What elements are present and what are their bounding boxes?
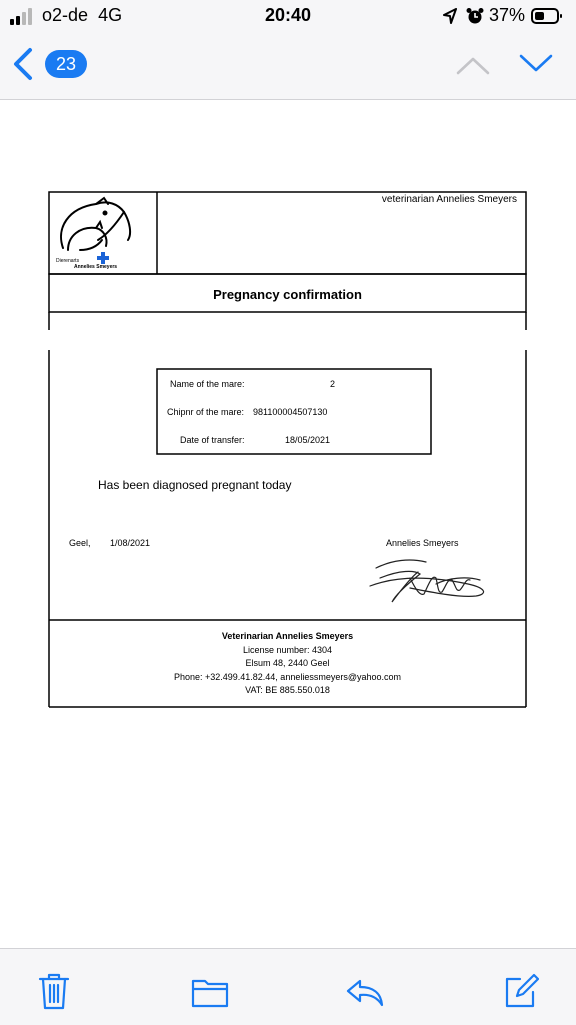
back-chevron-icon[interactable] (10, 46, 36, 82)
compose-icon[interactable] (503, 971, 539, 1011)
mare-name-label: Name of the mare: (170, 379, 245, 389)
transfer-date-label: Date of transfer: (180, 435, 245, 445)
folder-icon[interactable] (190, 971, 230, 1011)
carrier-name: o2-de (42, 5, 89, 25)
battery-icon (531, 8, 559, 24)
chip-number-value: 981100004507130 (253, 407, 328, 417)
reply-icon[interactable] (345, 971, 385, 1011)
footer-vat: VAT: BE 885.550.018 (245, 685, 330, 695)
network-type: 4G (98, 5, 123, 25)
document-footer (49, 630, 526, 698)
footer-contact: Phone: +32.499.41.82.44, anneliessmeyers@yahoo.com (173, 671, 402, 682)
chip-number-label: Chipnr of the mare: (167, 407, 245, 417)
signing-date: 1/08/2021 (110, 538, 151, 548)
chevron-down-icon[interactable] (518, 52, 554, 74)
mare-name-value: 2 (330, 379, 336, 389)
horse-logo-icon (61, 198, 130, 250)
signing-place: Geel, (69, 538, 91, 548)
document-preview (0, 100, 576, 948)
top-bars (0, 0, 576, 100)
battery-percentage: 37% (489, 5, 526, 25)
navigation-bar (0, 36, 576, 96)
message-count-badge[interactable]: 23 (45, 50, 87, 78)
alarm-clock-icon (466, 7, 484, 25)
signer-name: Annelies Smeyers (386, 538, 459, 548)
document-title: Pregnancy confirmation (213, 287, 362, 302)
footer-license: License number: 4304 (242, 644, 333, 655)
signature-image (370, 560, 484, 602)
logo-text-line1: Dierenarts (56, 258, 80, 264)
footer-vet-name: Veterinarian Annelies Smeyers (221, 631, 354, 641)
diagnosis-text: Has been diagnosed pregnant today (98, 478, 292, 492)
chevron-up-icon[interactable] (455, 54, 491, 76)
location-arrow-icon (443, 8, 457, 24)
medical-cross-icon (97, 252, 109, 264)
status-bar (0, 0, 576, 34)
bottom-toolbar (0, 948, 576, 1025)
clock: 20:40 (264, 5, 312, 25)
footer-address: Elsum 48, 2440 Geel (245, 658, 330, 668)
document-frame (0, 100, 576, 948)
document-header-text: veterinarian Annelies Smeyers (381, 194, 517, 205)
trash-icon[interactable] (37, 971, 71, 1011)
logo-text-line2: Annelies Smeyers (74, 264, 118, 270)
transfer-date-value: 18/05/2021 (285, 435, 331, 445)
